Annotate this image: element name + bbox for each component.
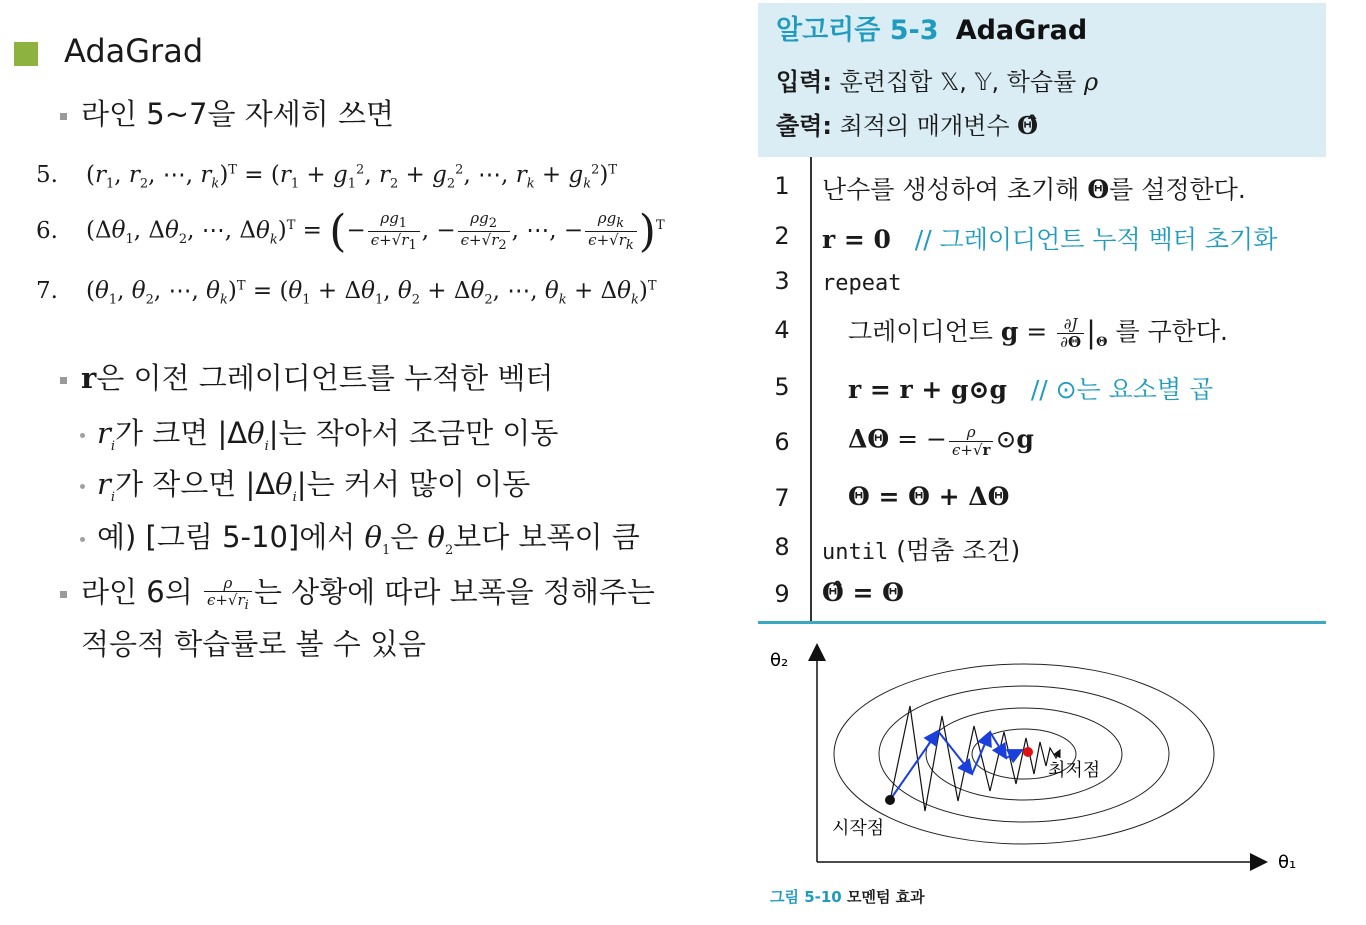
y-axis-label: θ₂ [770,650,789,671]
equation-7: 7. ($\theta_1$, $\theta_2$, ⋯, $\theta_k)^T = (\theta_1 + \Delta\theta_1$, $\theta_2 + \Delta\theta_2$, ⋯, $\theta_k + \Delta\theta_k)^T$ [36,278,657,308]
equation-5: 5. ($r_1$, $r_2$, ⋯, $r_k)^T = (r_1 + g_1^2$, $r_2 + g_2^2$, ⋯, $r_k + g_k^2)^T$ [36,162,618,192]
start-point [885,795,895,805]
minimum-point [1023,747,1033,757]
start-label: 시작점 [832,818,885,839]
equation-6: 6. ($\Delta\theta_1$, $\Delta\theta_2$, ⋯, $\Delta\theta_k)^T$ = (− $\frac{\rho g_1}{\epsilon+√r_1}$ , − $\frac{\rho g_2}{\epsilon+√r_2}$ , ⋯, − $\frac{\rho g_k}{\epsilon+√r_k}$ )$^T$ [36,206,665,257]
line-number: 3 [774,267,790,295]
minimum-label: 최저점 [1048,760,1101,781]
momentum-figure [760,636,1320,886]
line-number: 1 [774,172,790,200]
bullet-example: 예) [그림 5-10]에서 $\theta_1$은 $\theta_2$보다 보폭이 큼 [80,515,640,558]
line-number: 2 [774,222,790,250]
line-number-divider [810,157,812,622]
line-number: 5 [774,373,790,401]
line-number: 6 [774,428,790,456]
algo-line-9: Θ̂ = Θ [822,578,904,607]
algo-line-6: ΔΘ = − $\frac{\rho}{\epsilon+√r}$ ⊙g [848,423,1034,459]
algorithm-title: 알고리즘 5-3 AdaGrad [776,15,1088,46]
algo-line-2: r = 0 // 그레이디언트 누적 벡터 초기화 [822,225,1278,254]
algo-line-4: 그레이디언트 g = $\frac{\partial J}{\partial\Theta}$ $|_\Theta$ 를 구한다. [848,315,1228,351]
bullet-r-vector: r은 이전 그레이디언트를 누적한 벡터 [60,356,553,397]
algo-line-7: Θ = Θ + ΔΘ [848,482,1010,511]
algo-line-5: r = r + g⊙g // ⊙는 요소별 곱 [848,375,1214,404]
bullet-line6-cont: 적응적 학습률로 볼 수 있음 [81,627,427,661]
page-title: AdaGrad [64,32,204,70]
algo-line-3: repeat [822,271,902,296]
momentum-path [890,706,1060,811]
algorithm-input: 입력: 훈련집합 𝕏, 𝕐, 학습률 ρ [776,68,1099,96]
algo-line-8: until (멈춤 조건) [822,536,1021,565]
bullet-line6: 라인 6의 $\frac{\rho}{\epsilon+√r_i}$ 는 상황에 따라 보폭을 정해주는 [60,570,655,613]
line-number: 4 [774,316,790,344]
title-bullet [14,42,38,66]
bullet-r-large: $r_i$가 크면 $|\Delta\theta_i|$는 작아서 조금만 이동 [80,411,558,454]
x-axis-label: θ₁ [1278,852,1297,873]
subtitle-line: 라인 5~7을 자세히 쓰면 [60,92,394,133]
algorithm-output: 출력: 최적의 매개변수 Θ̂ [776,111,1039,140]
figure-caption: 그림 5-10 모멘텀 효과 [770,888,925,906]
line-number: 9 [774,580,790,608]
bullet-r-small: $r_i$가 작으면 $|\Delta\theta_i|$는 커서 많이 이동 [80,462,530,505]
algorithm-bottom-rule [758,621,1326,624]
line-number: 8 [774,533,790,561]
algo-line-1: 난수를 생성하여 초기해 Θ를 설정한다. [822,175,1246,204]
line-number: 7 [774,484,790,512]
